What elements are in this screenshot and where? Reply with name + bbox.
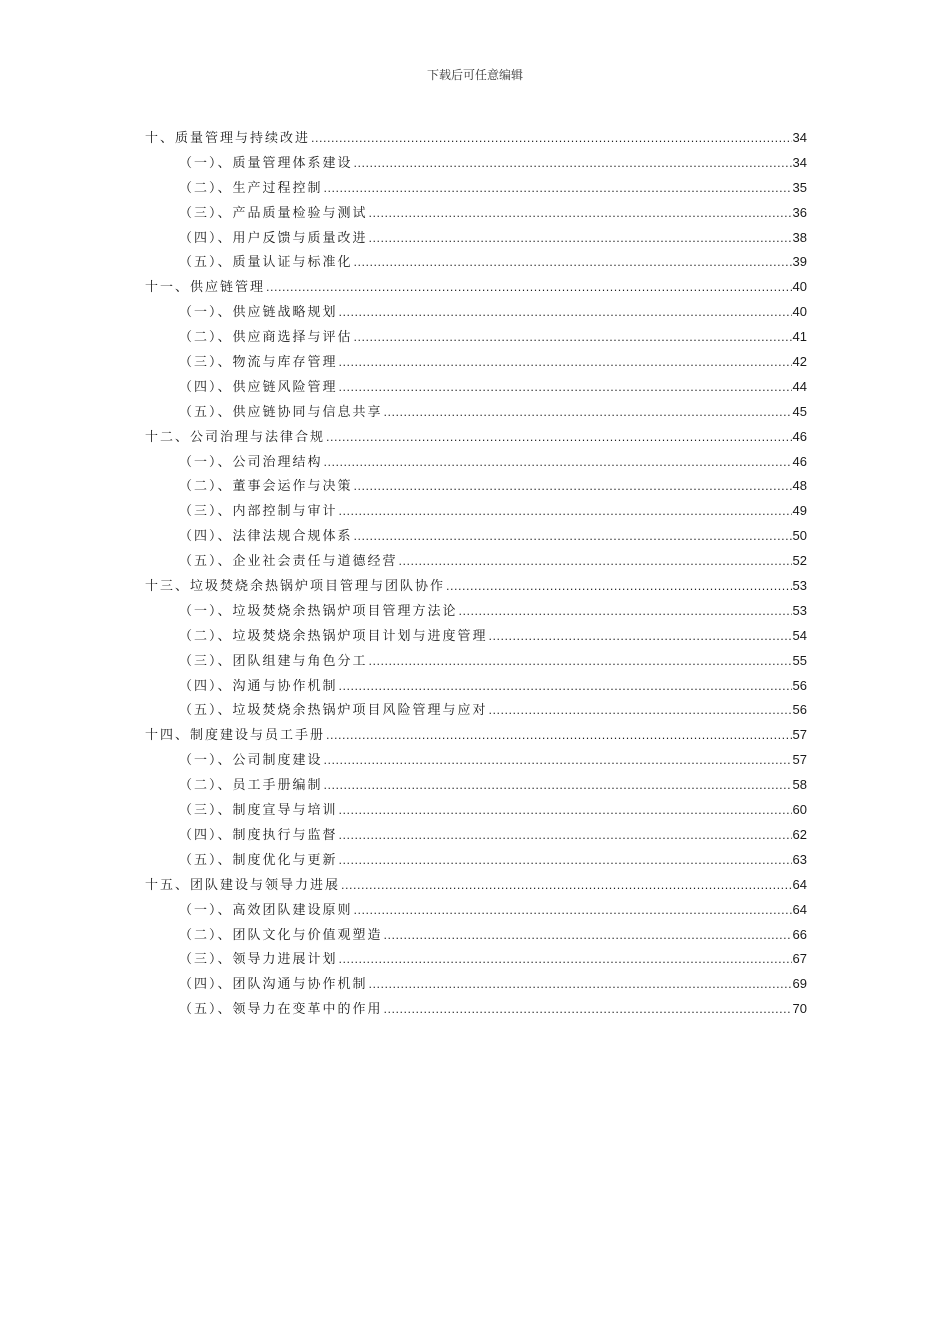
toc-dot-leader (324, 451, 792, 476)
toc-page-number: 62 (792, 826, 807, 842)
toc-dot-leader (311, 127, 792, 152)
toc-entry-title: （一）、供应链战略规划 (179, 305, 338, 321)
toc-section-entry[interactable] (145, 499, 807, 524)
toc-section-entry[interactable] (145, 599, 807, 624)
toc-entry-title: （五）、企业社会责任与道德经营 (179, 554, 398, 570)
toc-dot-leader (354, 251, 792, 276)
toc-entry-title: （二）、员工手册编制 (179, 778, 323, 794)
toc-chapter-entry[interactable] (145, 126, 807, 151)
toc-section-entry[interactable] (145, 848, 807, 873)
toc-entry-title: （五）、垃圾焚烧余热锅炉项目风险管理与应对 (179, 703, 488, 719)
toc-dot-leader (324, 177, 792, 202)
toc-page-number: 58 (792, 777, 807, 793)
toc-section-entry[interactable] (145, 350, 807, 375)
toc-section-entry[interactable] (145, 549, 807, 574)
toc-entry-title: （四）、团队沟通与协作机制 (179, 977, 368, 993)
toc-page-number: 35 (792, 179, 807, 195)
toc-section-entry[interactable] (145, 624, 807, 649)
toc-section-entry[interactable] (145, 226, 807, 251)
toc-dot-leader (266, 276, 792, 301)
toc-section-entry[interactable] (145, 698, 807, 723)
toc-entry-title: （三）、物流与库存管理 (179, 355, 338, 371)
toc-entry-title: （一）、质量管理体系建设 (179, 155, 353, 171)
toc-entry-title: 十一、供应链管理 (145, 280, 266, 296)
toc-dot-leader (339, 376, 792, 401)
toc-section-entry[interactable] (145, 898, 807, 923)
toc-section-entry[interactable] (145, 773, 807, 798)
toc-page-number: 46 (792, 453, 807, 469)
toc-entry-title: （二）、生产过程控制 (179, 180, 323, 196)
toc-entry-title: 十四、制度建设与员工手册 (145, 728, 326, 744)
toc-entry-title: （三）、内部控制与审计 (179, 504, 338, 520)
toc-entry-title: （四）、用户反馈与质量改进 (179, 230, 368, 246)
toc-page-number: 56 (792, 677, 807, 693)
toc-section-entry[interactable] (145, 997, 807, 1022)
toc-chapter-entry[interactable] (145, 574, 807, 599)
toc-dot-leader (339, 351, 792, 376)
toc-dot-leader (324, 774, 792, 799)
toc-dot-leader (369, 650, 792, 675)
toc-dot-leader (399, 550, 792, 575)
toc-entry-title: （三）、团队组建与角色分工 (179, 653, 368, 669)
toc-page-number: 70 (792, 1001, 807, 1017)
toc-dot-leader (369, 202, 792, 227)
toc-page-number: 53 (792, 578, 807, 594)
toc-page-number: 57 (792, 752, 807, 768)
toc-dot-leader (339, 948, 792, 973)
toc-chapter-entry[interactable] (145, 723, 807, 748)
toc-section-entry[interactable] (145, 823, 807, 848)
toc-page-number: 34 (792, 130, 807, 145)
toc-page-number: 38 (792, 229, 807, 245)
toc-section-entry[interactable] (145, 325, 807, 350)
toc-page-number: 48 (792, 478, 807, 494)
toc-dot-leader (339, 675, 792, 700)
toc-dot-leader (324, 749, 792, 774)
toc-dot-leader (339, 849, 792, 874)
toc-dot-leader (339, 799, 792, 824)
toc-entry-title: （四）、沟通与协作机制 (179, 678, 338, 694)
toc-section-entry[interactable] (145, 450, 807, 475)
toc-dot-leader (489, 699, 792, 724)
toc-dot-leader (354, 326, 792, 351)
toc-page-number: 40 (792, 279, 807, 295)
toc-section-entry[interactable] (145, 923, 807, 948)
toc-section-entry[interactable] (145, 947, 807, 972)
toc-dot-leader (326, 724, 792, 749)
toc-section-entry[interactable] (145, 300, 807, 325)
table-of-contents (145, 126, 807, 1022)
toc-section-entry[interactable] (145, 748, 807, 773)
toc-entry-title: （一）、公司制度建设 (179, 753, 323, 769)
toc-dot-leader (354, 475, 792, 500)
toc-page-number: 56 (792, 702, 807, 718)
toc-dot-leader (354, 899, 792, 924)
toc-entry-title: 十三、垃圾焚烧余热锅炉项目管理与团队协作 (145, 579, 446, 595)
toc-page-number: 50 (792, 528, 807, 544)
toc-section-entry[interactable] (145, 474, 807, 499)
toc-entry-title: （一）、高效团队建设原则 (179, 902, 353, 918)
page-header: 下载后可任意编辑 (426, 68, 523, 82)
toc-section-entry[interactable] (145, 649, 807, 674)
toc-entry-title: （五）、制度优化与更新 (179, 852, 338, 868)
toc-section-entry[interactable] (145, 972, 807, 997)
toc-dot-leader (354, 525, 792, 550)
toc-dot-leader (369, 973, 792, 998)
toc-page-number: 40 (792, 304, 807, 320)
toc-page-number: 41 (792, 329, 807, 345)
toc-entry-title: （二）、团队文化与价值观塑造 (179, 927, 383, 943)
toc-dot-leader (326, 426, 792, 451)
toc-entry-title: （三）、产品质量检验与测试 (179, 205, 368, 221)
toc-dot-leader (341, 874, 792, 899)
toc-section-entry[interactable] (145, 176, 807, 201)
toc-chapter-entry[interactable] (145, 425, 807, 450)
toc-dot-leader (369, 227, 792, 252)
toc-page-number: 64 (792, 876, 807, 892)
toc-chapter-entry[interactable] (145, 275, 807, 300)
toc-dot-leader (459, 600, 792, 625)
toc-page-number: 63 (792, 851, 807, 867)
toc-section-entry[interactable] (145, 674, 807, 699)
toc-page-number: 34 (792, 154, 807, 170)
toc-page-number: 36 (792, 204, 807, 220)
toc-page-number: 42 (792, 354, 807, 370)
toc-entry-title: （二）、垃圾焚烧余热锅炉项目计划与进度管理 (179, 628, 488, 644)
toc-entry-title: （四）、制度执行与监督 (179, 827, 338, 843)
toc-entry-title: （五）、领导力在变革中的作用 (179, 1002, 383, 1018)
toc-entry-title: （二）、董事会运作与决策 (179, 479, 353, 495)
toc-entry-title: （三）、制度宣导与培训 (179, 803, 338, 819)
toc-entry-title: 十、质量管理与持续改进 (145, 131, 311, 146)
toc-dot-leader (339, 824, 792, 849)
toc-page-number: 52 (792, 553, 807, 569)
toc-page-number: 66 (792, 926, 807, 942)
toc-page-number: 60 (792, 802, 807, 818)
toc-page-number: 69 (792, 976, 807, 992)
toc-entry-title: （四）、供应链风险管理 (179, 379, 338, 395)
toc-dot-leader (446, 575, 792, 600)
toc-entry-title: （二）、供应商选择与评估 (179, 330, 353, 346)
toc-section-entry[interactable] (145, 201, 807, 226)
toc-section-entry[interactable] (145, 798, 807, 823)
toc-entry-title: 十五、团队建设与领导力进展 (145, 877, 341, 893)
toc-page-number: 55 (792, 652, 807, 668)
toc-page-number: 67 (792, 951, 807, 967)
toc-chapter-entry[interactable] (145, 873, 807, 898)
toc-entry-title: 十二、公司治理与法律合规 (145, 429, 326, 445)
toc-dot-leader (384, 998, 792, 1023)
toc-section-entry[interactable] (145, 400, 807, 425)
toc-page-number: 54 (792, 627, 807, 643)
toc-dot-leader (384, 401, 792, 426)
toc-dot-leader (339, 301, 792, 326)
toc-entry-title: （五）、供应链协同与信息共享 (179, 404, 383, 420)
toc-page-number: 64 (792, 901, 807, 917)
toc-dot-leader (339, 500, 792, 525)
toc-dot-leader (384, 924, 792, 949)
toc-section-entry[interactable] (145, 151, 807, 176)
toc-dot-leader (489, 625, 792, 650)
toc-page-number: 49 (792, 503, 807, 519)
toc-page-number: 46 (792, 428, 807, 444)
toc-page-number: 44 (792, 378, 807, 394)
toc-section-entry[interactable] (145, 250, 807, 275)
toc-page-number: 53 (792, 602, 807, 618)
toc-entry-title: （一）、垃圾焚烧余热锅炉项目管理方法论 (179, 603, 458, 619)
toc-page-number: 45 (792, 403, 807, 419)
toc-section-entry[interactable] (145, 375, 807, 400)
toc-page-number: 39 (792, 254, 807, 270)
toc-dot-leader (354, 152, 792, 177)
toc-entry-title: （一）、公司治理结构 (179, 454, 323, 470)
toc-page-number: 57 (792, 727, 807, 743)
toc-entry-title: （四）、法律法规合规体系 (179, 529, 353, 545)
toc-entry-title: （三）、领导力进展计划 (179, 952, 338, 968)
toc-section-entry[interactable] (145, 524, 807, 549)
toc-entry-title: （五）、质量认证与标准化 (179, 255, 353, 271)
